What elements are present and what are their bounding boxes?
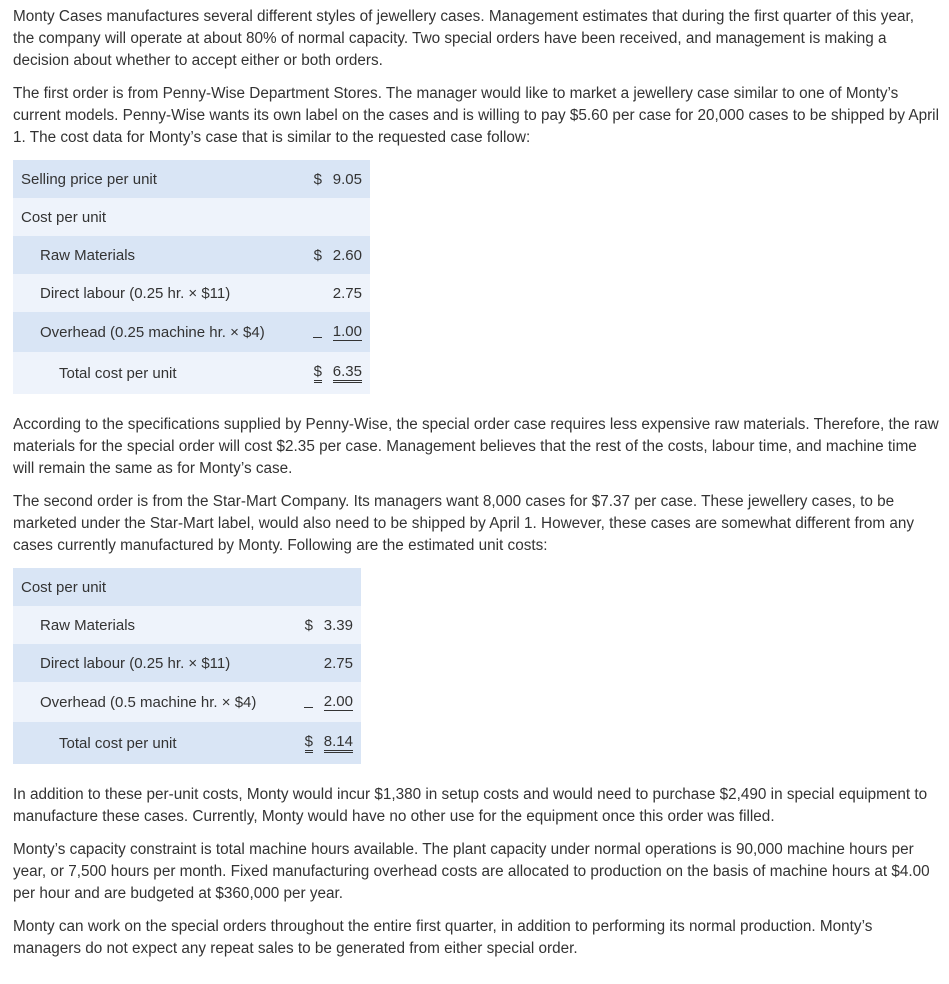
overhead-label: Overhead (0.25 machine hr. × $4) [13, 312, 296, 352]
direct-labour-value: 2.75 [326, 274, 370, 312]
star-mart-cost-table [13, 568, 361, 764]
selling-price-value: 9.05 [326, 160, 370, 198]
total-cost-value: 6.35 [333, 363, 362, 383]
total-cost-value: 8.14 [324, 733, 353, 753]
table-row [13, 198, 370, 236]
selling-price-currency: $ [296, 160, 326, 198]
table-row [13, 160, 370, 198]
capacity-paragraph: Monty’s capacity constraint is total machine hours available. The plant capacity under normal operations is 90,000 machine hours per year, or 7,500 hours per month. Fixed manufacturing overhead costs are allocated to production on the basis of machine hours at $4.00 per hour and are budgeted at $360,000 per year. [13, 841, 930, 902]
cost-per-unit-heading: Cost per unit [13, 198, 296, 236]
specifications-paragraph: According to the specifications supplied by Penny-Wise, the special order case requires less expensive raw materials. Therefore, the raw materials for the special order will cost $2.35 per case. Management believes that the rest of the costs, labour time, and machine time will remain the same as for Monty’s case. [13, 416, 939, 477]
second-order-paragraph: The second order is from the Star-Mart Company. Its managers want 8,000 cases for $7.37 per case. These jewellery cases, to be marketed under the Star-Mart label, would also need to be shipped by April 1. However, these cases are somewhat different from any cases currently manufactured by Monty. Following are the estimated unit costs: [13, 493, 915, 554]
table-row [13, 352, 370, 394]
total-cost-currency: $ [305, 733, 313, 753]
table-row [13, 236, 370, 274]
overhead-value: 1.00 [332, 323, 362, 340]
intro-paragraph: Monty Cases manufactures several different styles of jewellery cases. Management estimates that during the first quarter of this year, the company will operate at about 80% of normal capacity. Two special orders have been received, and management is making a decision about whether to accept either or both orders. [13, 8, 914, 69]
raw-materials-label: Raw Materials [13, 236, 296, 274]
overhead-label: Overhead (0.5 machine hr. × $4) [13, 682, 287, 722]
underline-mark [313, 327, 322, 338]
raw-materials-currency: $ [287, 606, 317, 644]
raw-materials-value: 3.39 [317, 606, 361, 644]
total-cost-currency: $ [314, 363, 322, 383]
table-row [13, 606, 361, 644]
raw-materials-currency: $ [296, 236, 326, 274]
direct-labour-label: Direct labour (0.25 hr. × $11) [13, 644, 287, 682]
cost-per-unit-heading: Cost per unit [13, 568, 287, 606]
raw-materials-label: Raw Materials [13, 606, 287, 644]
table-row [13, 568, 361, 606]
table-row [13, 682, 361, 722]
closing-paragraph: Monty can work on the special orders throughout the entire first quarter, in addition to performing its normal production. Monty’s managers do not expect any repeat sales to be generated from either special order. [13, 918, 873, 957]
total-cost-label: Total cost per unit [13, 722, 287, 764]
table-row [13, 722, 361, 764]
penny-wise-cost-table [13, 160, 370, 394]
table-row [13, 644, 361, 682]
table-row [13, 312, 370, 352]
total-cost-label: Total cost per unit [13, 352, 296, 394]
direct-labour-label: Direct labour (0.25 hr. × $11) [13, 274, 296, 312]
first-order-paragraph: The first order is from Penny-Wise Department Stores. The manager would like to market a jewellery case similar to one of Monty’s current models. Penny-Wise wants its own label on the cases and is willing to pay $5.60 per case for 20,000 cases to be shipped by April 1. The cost data for Monty’s case that is similar to the requested case follow: [13, 85, 939, 146]
raw-materials-value: 2.60 [326, 236, 370, 274]
selling-price-label: Selling price per unit [13, 160, 296, 198]
additional-costs-paragraph: In addition to these per-unit costs, Monty would incur $1,380 in setup costs and would need to purchase $2,490 in special equipment to manufacture these cases. Currently, Monty would have no other use for the equipment once this order was filled. [13, 786, 928, 825]
overhead-value: 2.00 [323, 693, 353, 710]
direct-labour-value: 2.75 [317, 644, 361, 682]
underline-mark [304, 697, 313, 708]
table-row [13, 274, 370, 312]
